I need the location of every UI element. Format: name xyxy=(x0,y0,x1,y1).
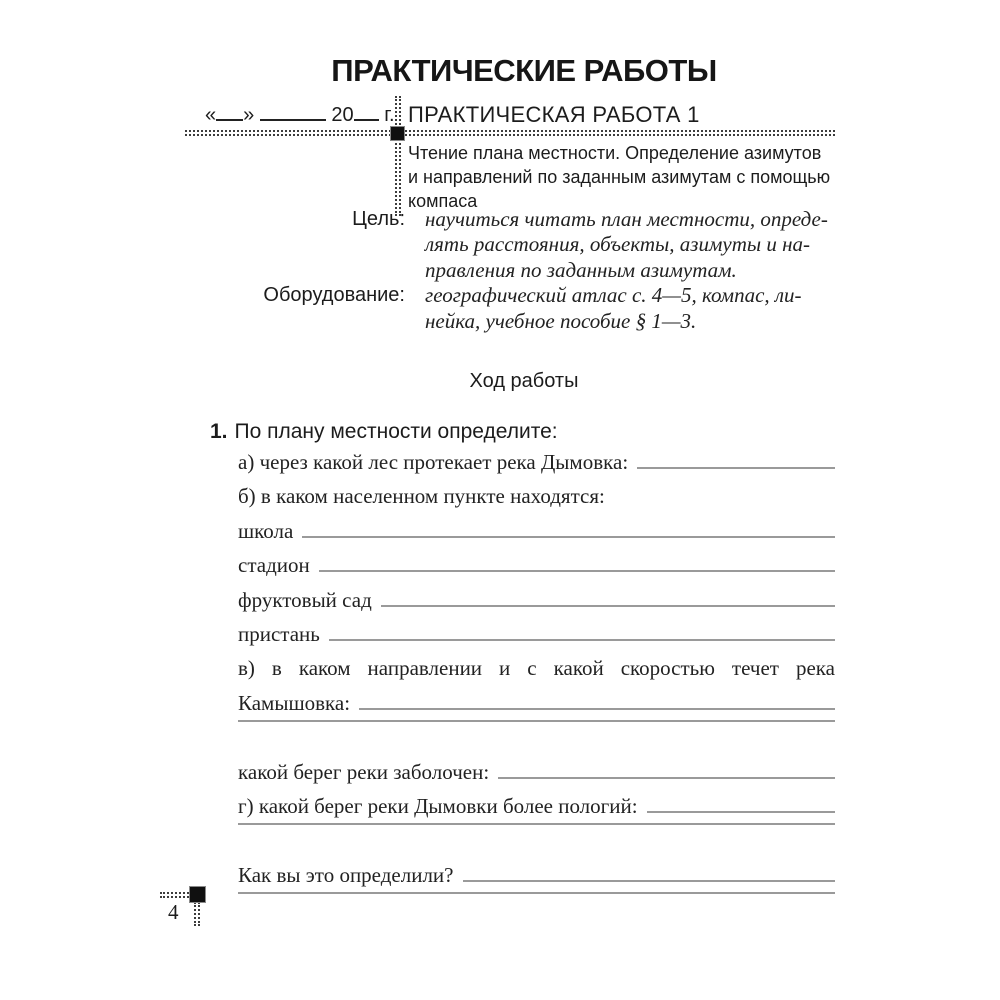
goal-text-line: правления по заданным азимутам. xyxy=(425,257,737,282)
work-subtitle-line: компаса xyxy=(408,191,478,211)
question-row-v: в) в каком направлении и с какой скоростью течет река xyxy=(238,656,835,681)
question-label: г) какой берег реки Дымовки более пологий: xyxy=(238,793,638,818)
question-row-b xyxy=(238,479,835,513)
question-row-school xyxy=(238,514,835,548)
question-row-g xyxy=(238,789,835,823)
date-year-blank xyxy=(354,119,379,121)
page-marker-vertical-rule xyxy=(194,902,200,926)
task-1 xyxy=(210,418,558,446)
question-row-a xyxy=(238,445,835,479)
equipment-label: Оборудование: xyxy=(263,284,405,307)
goal-text-line: лять расстояния, объекты, азимуты и на- xyxy=(425,232,810,257)
answer-line xyxy=(637,467,835,469)
question-label: а) через какой лес протекает река Дымовка: xyxy=(238,450,629,474)
goal-text xyxy=(425,207,835,283)
date-month-blank xyxy=(260,119,326,121)
goal-equipment-block xyxy=(185,207,835,334)
equipment-text-line: нейка, учебное пособие § 1—3. xyxy=(425,308,697,333)
answer-line xyxy=(647,811,835,813)
question-label: стадион xyxy=(238,553,310,578)
answer-line xyxy=(238,823,835,825)
page-title: ПРАКТИЧЕСКИЕ РАБОТЫ xyxy=(331,53,717,88)
date-day-blank xyxy=(216,119,243,121)
horizontal-dotted-rule xyxy=(185,130,835,136)
blank-answer-row xyxy=(238,823,835,857)
procedure-heading: Ход работы xyxy=(469,370,579,392)
task-1-number: 1. xyxy=(210,420,228,443)
work-subtitle xyxy=(408,141,853,213)
question-label: Камышовка: xyxy=(238,690,351,715)
answer-line xyxy=(319,570,835,572)
question-label: Как вы это определили? xyxy=(238,862,454,887)
date-close-quote: » xyxy=(243,104,255,126)
question-row-swampy-bank xyxy=(238,755,835,789)
question-row-how-determined xyxy=(238,858,835,892)
answer-line xyxy=(463,880,836,882)
work-subtitle-line: Чтение плана местности. Определение азимутов xyxy=(408,143,822,163)
date-open-quote: « xyxy=(205,104,217,126)
task-1-text: По плану местности определите: xyxy=(234,420,558,443)
page-marker-square xyxy=(189,886,206,903)
question-label: пристань xyxy=(238,621,320,646)
answer-line xyxy=(238,720,835,722)
answer-line xyxy=(498,777,835,779)
answer-line xyxy=(359,708,835,710)
vertical-dotted-rule xyxy=(395,96,401,216)
question-row-kamyshovka xyxy=(238,686,835,720)
question-label: б) в каком населенном пункте находятся: xyxy=(238,484,605,509)
work-title: ПРАКТИЧЕСКАЯ РАБОТА 1 xyxy=(408,102,700,127)
answer-line xyxy=(302,536,835,538)
goal-label: Цель: xyxy=(352,208,405,230)
blank-answer-row xyxy=(238,720,835,754)
date-line xyxy=(205,102,395,128)
answer-line xyxy=(238,892,835,894)
questions-list xyxy=(238,445,835,926)
equipment-row xyxy=(185,283,835,334)
question-label: фруктовый сад xyxy=(238,587,372,612)
answer-line xyxy=(329,639,835,641)
question-label: школа xyxy=(238,518,294,543)
goal-text-line: научиться читать план местности, опреде- xyxy=(425,207,828,231)
work-subtitle-line: и направлений по заданным азимутам с помощью xyxy=(408,167,831,187)
equipment-text-line: географический атлас с. 4—5, компас, ли- xyxy=(425,283,802,308)
equipment-text xyxy=(425,283,835,334)
goal-row xyxy=(185,207,835,283)
question-row-orchard xyxy=(238,583,835,617)
date-century: 20 xyxy=(331,104,354,126)
blank-answer-row xyxy=(238,892,835,926)
question-row-pier xyxy=(238,617,835,651)
date-year-suffix: г. xyxy=(384,104,395,126)
question-label: какой берег реки заболочен: xyxy=(238,759,490,784)
question-row-stadium xyxy=(238,548,835,582)
registration-square xyxy=(390,126,405,141)
answer-line xyxy=(381,605,835,607)
page-number: 4 xyxy=(168,900,179,924)
